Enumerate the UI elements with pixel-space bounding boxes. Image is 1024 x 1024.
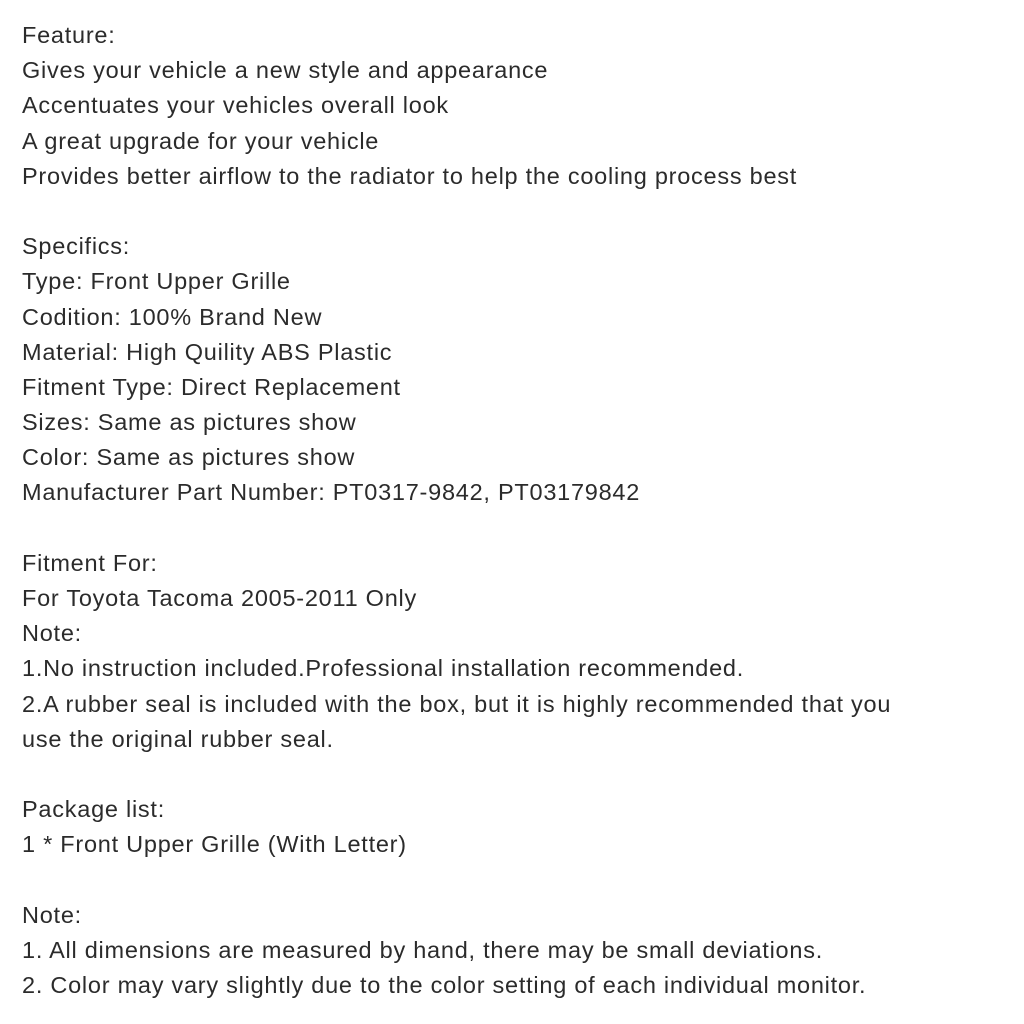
specifics-heading: Specifics:	[22, 233, 131, 260]
section-spacer	[22, 194, 1018, 229]
product-description	[22, 18, 1018, 1003]
spec-sizes: Sizes: Same as pictures show	[22, 409, 357, 436]
fitment-note-item: 1.No instruction included.Professional installation recommended.	[22, 655, 745, 682]
feature-item: Gives your vehicle a new style and appearance	[22, 57, 549, 84]
fitment-section	[22, 546, 1018, 757]
spec-part-number: Manufacturer Part Number: PT0317-9842, PT03179842	[22, 479, 641, 506]
note-item: 1. All dimensions are measured by hand, there may be small deviations.	[22, 936, 823, 963]
feature-item: A great upgrade for your vehicle	[22, 127, 380, 154]
spec-fitment-type: Fitment Type: Direct Replacement	[22, 373, 401, 400]
spec-color: Color: Same as pictures show	[22, 444, 356, 471]
note-section	[22, 898, 1018, 1004]
spec-material: Material: High Quility ABS Plastic	[22, 338, 393, 365]
package-heading: Package list:	[22, 796, 165, 823]
specifics-section	[22, 229, 1018, 511]
package-section	[22, 792, 1018, 862]
fitment-note-heading: Note:	[22, 620, 82, 647]
spec-condition: Codition: 100% Brand New	[22, 303, 323, 330]
feature-item: Provides better airflow to the radiator to help the cooling process best	[22, 162, 798, 189]
section-spacer	[22, 863, 1018, 898]
spec-type: Type: Front Upper Grille	[22, 268, 291, 295]
fitment-note-item: use the original rubber seal.	[22, 725, 334, 752]
fitment-note-item: 2.A rubber seal is included with the box, but it is highly recommended that you	[22, 690, 892, 717]
feature-heading: Feature:	[22, 22, 116, 48]
feature-item: Accentuates your vehicles overall look	[22, 92, 449, 119]
section-spacer	[22, 511, 1018, 546]
section-spacer	[22, 757, 1018, 792]
package-item: 1 * Front Upper Grille (With Letter)	[22, 831, 407, 858]
fitment-vehicle: For Toyota Tacoma 2005-2011 Only	[22, 585, 417, 611]
fitment-heading: Fitment For:	[22, 549, 158, 576]
note-heading: Note:	[22, 901, 82, 928]
feature-section	[22, 18, 1018, 194]
note-item: 2. Color may vary slightly due to the color setting of each individual monitor.	[22, 972, 867, 999]
